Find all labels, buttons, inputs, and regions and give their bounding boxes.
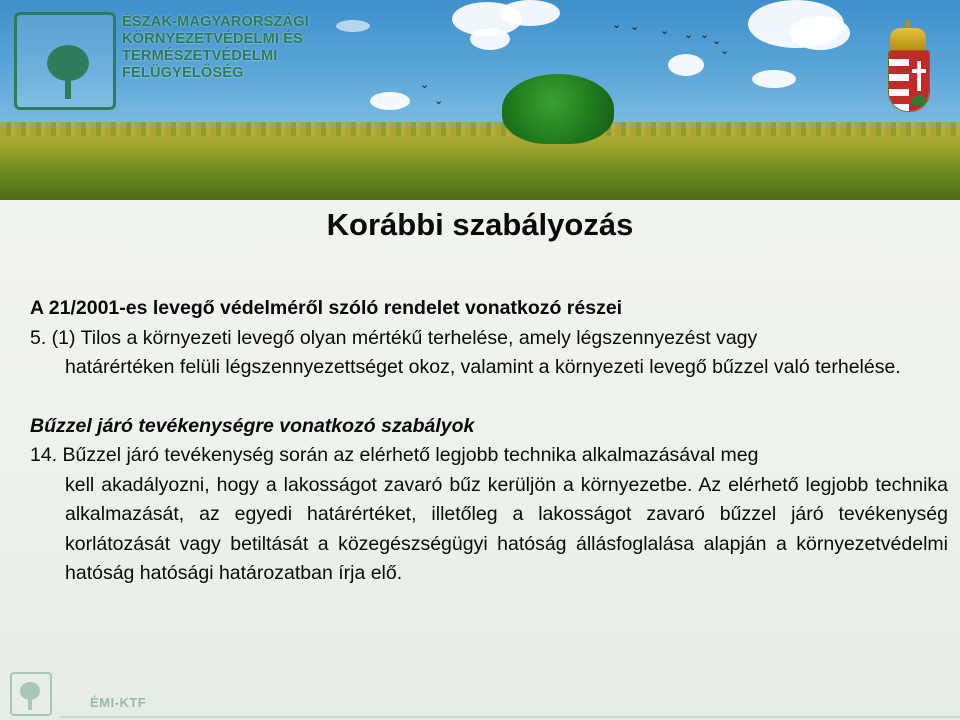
footer-logo-icon xyxy=(10,672,52,716)
cloud-shape xyxy=(500,0,560,26)
logo-trunk-shape xyxy=(65,77,71,99)
paragraph-first-line: 5. (1) Tilos a környezeti levegő olyan mértékű terhelése, amely légszennyezést vagy xyxy=(30,326,758,349)
cloud-shape xyxy=(668,54,704,76)
footer-logo-trunk xyxy=(28,698,32,710)
org-logo-icon xyxy=(14,12,116,110)
section-spacer xyxy=(30,383,948,412)
slide-body xyxy=(30,294,948,589)
bird-icon: ⌄ xyxy=(420,79,430,91)
bird-icon: ⌄ xyxy=(660,25,670,37)
tree-icon xyxy=(502,74,614,144)
org-name-line: KÖRNYEZETVÉDELMI ÉS xyxy=(122,31,304,47)
cloud-shape xyxy=(336,20,370,32)
org-name-line: TERMÉSZETVÉDELMI xyxy=(122,48,278,64)
footer-label: ÉMI-KTF xyxy=(90,695,147,710)
cloud-shape xyxy=(470,28,510,50)
bird-icon: ⌄ xyxy=(630,21,640,33)
footer-divider xyxy=(60,716,960,718)
org-name-line: FELÜGYELŐSÉG xyxy=(122,65,244,81)
bird-icon: ⌄ xyxy=(684,29,694,41)
header-banner xyxy=(0,0,960,200)
cloud-shape xyxy=(790,16,850,50)
org-name-line: ÉSZAK-MAGYARORSZÁGI xyxy=(122,14,309,30)
section-paragraph xyxy=(30,324,948,383)
grass-field xyxy=(0,128,960,200)
slide-title: Korábbi szabályozás xyxy=(326,207,634,242)
logo-tree-shape xyxy=(47,45,89,81)
org-name xyxy=(122,14,322,82)
section-paragraph xyxy=(30,441,948,589)
shield-shape xyxy=(888,50,930,112)
paragraph-body: kell akadályozni, hogy a lakosságot zavaró bűz kerüljön a környezetbe. Az elérhető legjobb technika alkalmazását, az egyedi határértéket, illetőleg a lakosságot zavaró bűzzel járó tevékenység korlátozását vagy betiltását a közegészségügyi hatóság állásfoglalása alapján a környezetvédelmi hatóság hatósági határozatban írja elő. xyxy=(65,473,948,584)
bird-icon: ⌄ xyxy=(720,45,730,57)
bird-icon: ⌄ xyxy=(612,19,622,31)
coat-of-arms-icon xyxy=(884,20,932,112)
bird-icon: ⌄ xyxy=(712,35,722,47)
bird-icon: ⌄ xyxy=(700,29,710,41)
cloud-shape xyxy=(752,70,796,88)
bird-icon: ⌄ xyxy=(434,95,444,107)
paragraph-body: határértéken felüli légszennyezettséget okoz, valamint a környezeti levegő bűzzel való terhelése. xyxy=(65,356,901,378)
crown-shape xyxy=(890,28,926,50)
shield-hill-shape xyxy=(911,95,927,105)
section-heading: A 21/2001-es levegő védelméről szóló rendelet vonatkozó részei xyxy=(30,297,623,319)
section-heading: Bűzzel járó tevékenységre vonatkozó szabályok xyxy=(30,414,475,437)
cloud-shape xyxy=(370,92,410,110)
shield-stripes xyxy=(889,51,909,111)
paragraph-first-line: 14. Bűzzel járó tevékenység során az elérhető legjobb technika alkalmazásával meg xyxy=(30,444,759,466)
